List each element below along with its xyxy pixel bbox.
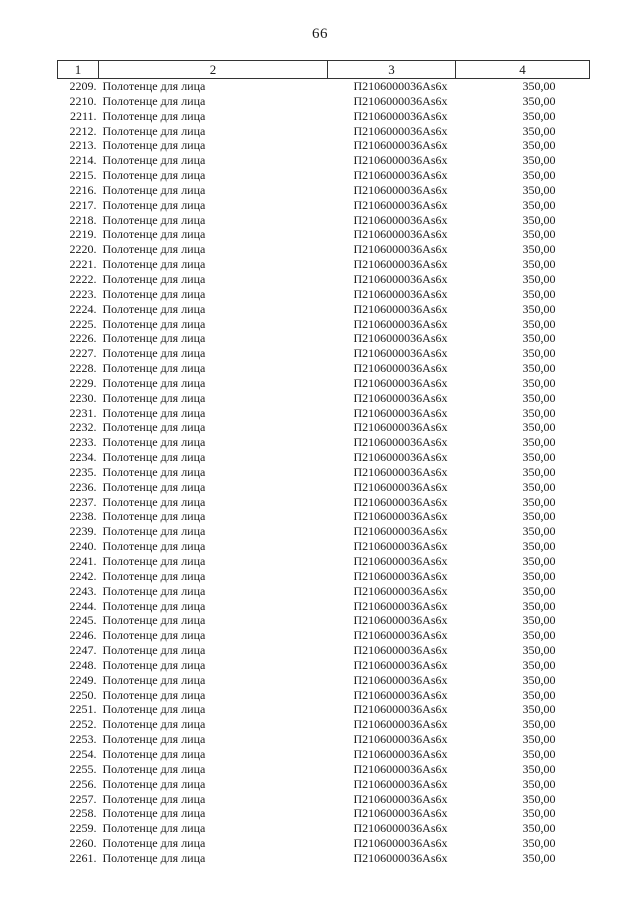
- item-price: 350,00: [522, 271, 556, 286]
- item-code: П2106000036As6x: [353, 375, 448, 390]
- table-row: [58, 153, 590, 168]
- table-row: [58, 584, 590, 599]
- item-name: Полотенце для лица: [102, 153, 206, 168]
- row-number: 2235.: [69, 464, 97, 479]
- row-number: 2253.: [69, 732, 97, 747]
- item-code: П2106000036As6x: [353, 821, 448, 836]
- item-price: 350,00: [522, 598, 556, 613]
- table-row: [58, 79, 590, 94]
- column-header-3: 3: [328, 61, 456, 79]
- item-price: 350,00: [522, 435, 556, 450]
- row-number: 2227.: [69, 346, 97, 361]
- item-price: 350,00: [522, 791, 556, 806]
- table-row: [58, 851, 590, 866]
- item-name: Полотенце для лица: [102, 405, 206, 420]
- row-number: 2255.: [69, 761, 97, 776]
- item-price: 350,00: [522, 168, 556, 183]
- table-row: [58, 391, 590, 406]
- item-name: Полотенце для лица: [102, 776, 206, 791]
- item-price: 350,00: [522, 123, 556, 138]
- item-code: П2106000036As6x: [353, 672, 448, 687]
- item-name: Полотенце для лица: [102, 420, 206, 435]
- table-body: [58, 79, 590, 866]
- item-price: 350,00: [522, 375, 556, 390]
- item-code: П2106000036As6x: [353, 405, 448, 420]
- item-code: П2106000036As6x: [353, 539, 448, 554]
- table-row: [58, 732, 590, 747]
- row-number: 2219.: [69, 227, 97, 242]
- item-name: Полотенце для лица: [102, 212, 206, 227]
- item-price: 350,00: [522, 182, 556, 197]
- row-number: 2260.: [69, 836, 97, 851]
- item-code: П2106000036As6x: [353, 776, 448, 791]
- row-number: 2216.: [69, 182, 97, 197]
- item-code: П2106000036As6x: [353, 257, 448, 272]
- table-row: [58, 613, 590, 628]
- item-name: Полотенце для лица: [102, 390, 206, 405]
- item-name: Полотенце для лица: [102, 93, 206, 108]
- item-code: П2106000036As6x: [353, 182, 448, 197]
- row-number: 2221.: [69, 257, 97, 272]
- item-name: Полотенце для лица: [102, 628, 206, 643]
- item-name: Полотенце для лица: [102, 836, 206, 851]
- row-number: 2220.: [69, 242, 97, 257]
- item-price: 350,00: [522, 746, 556, 761]
- item-price: 350,00: [522, 108, 556, 123]
- item-code: П2106000036As6x: [353, 450, 448, 465]
- row-number: 2238.: [69, 509, 97, 524]
- item-name: Полотенце для лица: [102, 286, 206, 301]
- item-name: Полотенце для лица: [102, 806, 206, 821]
- item-code: П2106000036As6x: [353, 568, 448, 583]
- table-header-row: [58, 61, 590, 79]
- row-number: 2252.: [69, 717, 97, 732]
- item-code: П2106000036As6x: [353, 464, 448, 479]
- row-number: 2242.: [69, 568, 97, 583]
- table-row: [58, 465, 590, 480]
- item-code: П2106000036As6x: [353, 346, 448, 361]
- row-number: 2214.: [69, 153, 97, 168]
- table-row: [58, 450, 590, 465]
- item-name: Полотенце для лица: [102, 717, 206, 732]
- table-row: [58, 302, 590, 317]
- row-number: 2232.: [69, 420, 97, 435]
- item-name: Полотенце для лица: [102, 479, 206, 494]
- item-price: 350,00: [522, 702, 556, 717]
- item-name: Полотенце для лица: [102, 643, 206, 658]
- row-number: 2230.: [69, 390, 97, 405]
- items-table: [57, 60, 590, 866]
- item-name: Полотенце для лица: [102, 242, 206, 257]
- item-name: Полотенце для лица: [102, 539, 206, 554]
- item-code: П2106000036As6x: [353, 138, 448, 153]
- column-header-4: 4: [456, 61, 590, 79]
- item-code: П2106000036As6x: [353, 732, 448, 747]
- row-number: 2241.: [69, 554, 97, 568]
- item-code: П2106000036As6x: [353, 583, 448, 598]
- item-code: П2106000036As6x: [353, 643, 448, 658]
- item-price: 350,00: [522, 346, 556, 361]
- table-row: [58, 806, 590, 821]
- table-row: [58, 420, 590, 435]
- row-number: 2247.: [69, 643, 97, 658]
- item-name: Полотенце для лица: [102, 791, 206, 806]
- item-price: 350,00: [522, 732, 556, 747]
- row-number: 2228.: [69, 361, 97, 376]
- row-number: 2258.: [69, 806, 97, 821]
- row-number: 2213.: [69, 138, 97, 153]
- row-number: 2250.: [69, 687, 97, 702]
- row-number: 2259.: [69, 821, 97, 836]
- item-name: Полотенце для лица: [102, 524, 206, 539]
- item-name: Полотенце для лица: [102, 464, 206, 479]
- item-code: П2106000036As6x: [353, 79, 448, 93]
- item-code: П2106000036As6x: [353, 791, 448, 806]
- item-name: Полотенце для лица: [102, 257, 206, 272]
- item-price: 350,00: [522, 153, 556, 168]
- table-row: [58, 554, 590, 569]
- item-price: 350,00: [522, 554, 556, 568]
- row-number: 2240.: [69, 539, 97, 554]
- table-row: [58, 183, 590, 198]
- item-price: 350,00: [522, 821, 556, 836]
- item-name: Полотенце для лица: [102, 361, 206, 376]
- row-number: 2212.: [69, 123, 97, 138]
- table-row: [58, 331, 590, 346]
- row-number: 2226.: [69, 331, 97, 346]
- item-code: П2106000036As6x: [353, 687, 448, 702]
- table-row: [58, 702, 590, 717]
- row-number: 2249.: [69, 672, 97, 687]
- item-name: Полотенце для лица: [102, 687, 206, 702]
- item-code: П2106000036As6x: [353, 554, 448, 568]
- item-price: 350,00: [522, 613, 556, 628]
- item-price: 350,00: [522, 390, 556, 405]
- item-price: 350,00: [522, 93, 556, 108]
- item-name: Полотенце для лица: [102, 375, 206, 390]
- table-row: [58, 480, 590, 495]
- item-code: П2106000036As6x: [353, 509, 448, 524]
- item-code: П2106000036As6x: [353, 657, 448, 672]
- item-name: Полотенце для лица: [102, 732, 206, 747]
- item-price: 350,00: [522, 806, 556, 821]
- item-price: 350,00: [522, 197, 556, 212]
- item-code: П2106000036As6x: [353, 153, 448, 168]
- item-code: П2106000036As6x: [353, 301, 448, 316]
- item-price: 350,00: [522, 257, 556, 272]
- item-price: 350,00: [522, 583, 556, 598]
- column-header-1: 1: [58, 61, 99, 79]
- item-code: П2106000036As6x: [353, 108, 448, 123]
- row-number: 2251.: [69, 702, 97, 717]
- item-name: Полотенце для лица: [102, 568, 206, 583]
- table-row: [58, 124, 590, 139]
- item-code: П2106000036As6x: [353, 494, 448, 509]
- table-row: [58, 168, 590, 183]
- item-name: Полотенце для лица: [102, 821, 206, 836]
- row-number: 2217.: [69, 197, 97, 212]
- table-row: [58, 109, 590, 124]
- item-price: 350,00: [522, 717, 556, 732]
- page-number: 66: [312, 26, 328, 42]
- table-row: [58, 257, 590, 272]
- item-price: 350,00: [522, 643, 556, 658]
- row-number: 2222.: [69, 271, 97, 286]
- item-code: П2106000036As6x: [353, 420, 448, 435]
- table-row: [58, 94, 590, 109]
- item-name: Полотенце для лица: [102, 108, 206, 123]
- table-row: [58, 762, 590, 777]
- row-number: 2236.: [69, 479, 97, 494]
- item-code: П2106000036As6x: [353, 168, 448, 183]
- item-price: 350,00: [522, 836, 556, 851]
- table-row: [58, 628, 590, 643]
- table-row: [58, 673, 590, 688]
- row-number: 2224.: [69, 301, 97, 316]
- table-row: [58, 138, 590, 153]
- table-row: [58, 361, 590, 376]
- column-header-2: 2: [99, 61, 328, 79]
- item-price: 350,00: [522, 687, 556, 702]
- item-name: Полотенце для лица: [102, 435, 206, 450]
- row-number: 2244.: [69, 598, 97, 613]
- table-row: [58, 658, 590, 673]
- item-code: П2106000036As6x: [353, 93, 448, 108]
- table-row: [58, 272, 590, 287]
- table-row: [58, 509, 590, 524]
- item-code: П2106000036As6x: [353, 598, 448, 613]
- table-row: [58, 599, 590, 614]
- item-price: 350,00: [522, 420, 556, 435]
- item-price: 350,00: [522, 672, 556, 687]
- table-row: [58, 435, 590, 450]
- table-row: [58, 524, 590, 539]
- item-name: Полотенце для лица: [102, 316, 206, 331]
- item-code: П2106000036As6x: [353, 806, 448, 821]
- table-row: [58, 688, 590, 703]
- item-code: П2106000036As6x: [353, 227, 448, 242]
- row-number: 2231.: [69, 405, 97, 420]
- item-code: П2106000036As6x: [353, 746, 448, 761]
- table-row: [58, 747, 590, 762]
- table-row: [58, 569, 590, 584]
- item-code: П2106000036As6x: [353, 286, 448, 301]
- item-name: Полотенце для лица: [102, 182, 206, 197]
- item-name: Полотенце для лица: [102, 79, 206, 93]
- item-code: П2106000036As6x: [353, 524, 448, 539]
- item-code: П2106000036As6x: [353, 479, 448, 494]
- item-price: 350,00: [522, 524, 556, 539]
- item-name: Полотенце для лица: [102, 450, 206, 465]
- item-price: 350,00: [522, 405, 556, 420]
- item-price: 350,00: [522, 509, 556, 524]
- table-row: [58, 242, 590, 257]
- item-code: П2106000036As6x: [353, 628, 448, 643]
- row-number: 2210.: [69, 93, 97, 108]
- item-name: Полотенце для лица: [102, 346, 206, 361]
- item-name: Полотенце для лица: [102, 672, 206, 687]
- row-number: 2209.: [69, 79, 97, 93]
- item-code: П2106000036As6x: [353, 717, 448, 732]
- row-number: 2261.: [69, 850, 97, 865]
- item-name: Полотенце для лица: [102, 509, 206, 524]
- item-code: П2106000036As6x: [353, 361, 448, 376]
- item-price: 350,00: [522, 494, 556, 509]
- row-number: 2245.: [69, 613, 97, 628]
- item-price: 350,00: [522, 450, 556, 465]
- table-row: [58, 821, 590, 836]
- item-name: Полотенце для лица: [102, 271, 206, 286]
- row-number: 2239.: [69, 524, 97, 539]
- row-number: 2256.: [69, 776, 97, 791]
- row-number: 2215.: [69, 168, 97, 183]
- table-row: [58, 406, 590, 421]
- item-price: 350,00: [522, 776, 556, 791]
- item-name: Полотенце для лица: [102, 657, 206, 672]
- item-code: П2106000036As6x: [353, 850, 448, 865]
- table-row: [58, 227, 590, 242]
- row-number: 2243.: [69, 583, 97, 598]
- item-name: Полотенце для лица: [102, 301, 206, 316]
- table-row: [58, 495, 590, 510]
- row-number: 2234.: [69, 450, 97, 465]
- table-row: [58, 777, 590, 792]
- item-price: 350,00: [522, 138, 556, 153]
- item-code: П2106000036As6x: [353, 271, 448, 286]
- table-row: [58, 836, 590, 851]
- table-row: [58, 198, 590, 213]
- table-row: [58, 317, 590, 332]
- table-row: [58, 643, 590, 658]
- item-name: Полотенце для лица: [102, 197, 206, 212]
- item-code: П2106000036As6x: [353, 242, 448, 257]
- item-code: П2106000036As6x: [353, 197, 448, 212]
- item-price: 350,00: [522, 568, 556, 583]
- item-name: Полотенце для лица: [102, 850, 206, 865]
- item-price: 350,00: [522, 479, 556, 494]
- item-code: П2106000036As6x: [353, 761, 448, 776]
- item-price: 350,00: [522, 539, 556, 554]
- item-price: 350,00: [522, 361, 556, 376]
- table-row: [58, 346, 590, 361]
- item-price: 350,00: [522, 79, 556, 93]
- table-row: [58, 792, 590, 807]
- item-price: 350,00: [522, 212, 556, 227]
- row-number: 2223.: [69, 286, 97, 301]
- item-name: Полотенце для лица: [102, 583, 206, 598]
- table-row: [58, 539, 590, 554]
- table-row: [58, 717, 590, 732]
- item-price: 350,00: [522, 628, 556, 643]
- table-row: [58, 376, 590, 391]
- item-code: П2106000036As6x: [353, 331, 448, 346]
- item-name: Полотенце для лица: [102, 746, 206, 761]
- row-number: 2254.: [69, 746, 97, 761]
- item-price: 350,00: [522, 242, 556, 257]
- row-number: 2229.: [69, 375, 97, 390]
- table-row: [58, 213, 590, 228]
- item-price: 350,00: [522, 316, 556, 331]
- row-number: 2248.: [69, 657, 97, 672]
- row-number: 2257.: [69, 791, 97, 806]
- item-code: П2106000036As6x: [353, 613, 448, 628]
- row-number: 2246.: [69, 628, 97, 643]
- item-name: Полотенце для лица: [102, 554, 206, 568]
- item-price: 350,00: [522, 286, 556, 301]
- item-name: Полотенце для лица: [102, 331, 206, 346]
- item-price: 350,00: [522, 761, 556, 776]
- item-code: П2106000036As6x: [353, 702, 448, 717]
- row-number: 2225.: [69, 316, 97, 331]
- item-price: 350,00: [522, 301, 556, 316]
- item-code: П2106000036As6x: [353, 316, 448, 331]
- row-number: 2237.: [69, 494, 97, 509]
- table-row: [58, 287, 590, 302]
- item-price: 350,00: [522, 850, 556, 865]
- item-name: Полотенце для лица: [102, 168, 206, 183]
- item-name: Полотенце для лица: [102, 227, 206, 242]
- item-price: 350,00: [522, 464, 556, 479]
- row-number: 2218.: [69, 212, 97, 227]
- item-code: П2106000036As6x: [353, 390, 448, 405]
- item-name: Полотенце для лица: [102, 598, 206, 613]
- item-name: Полотенце для лица: [102, 138, 206, 153]
- item-name: Полотенце для лица: [102, 761, 206, 776]
- item-name: Полотенце для лица: [102, 613, 206, 628]
- item-price: 350,00: [522, 331, 556, 346]
- item-name: Полотенце для лица: [102, 123, 206, 138]
- item-name: Полотенце для лица: [102, 494, 206, 509]
- item-code: П2106000036As6x: [353, 212, 448, 227]
- item-code: П2106000036As6x: [353, 123, 448, 138]
- item-code: П2106000036As6x: [353, 435, 448, 450]
- item-name: Полотенце для лица: [102, 702, 206, 717]
- row-number: 2233.: [69, 435, 97, 450]
- row-number: 2211.: [69, 108, 97, 123]
- item-price: 350,00: [522, 657, 556, 672]
- item-code: П2106000036As6x: [353, 836, 448, 851]
- item-price: 350,00: [522, 227, 556, 242]
